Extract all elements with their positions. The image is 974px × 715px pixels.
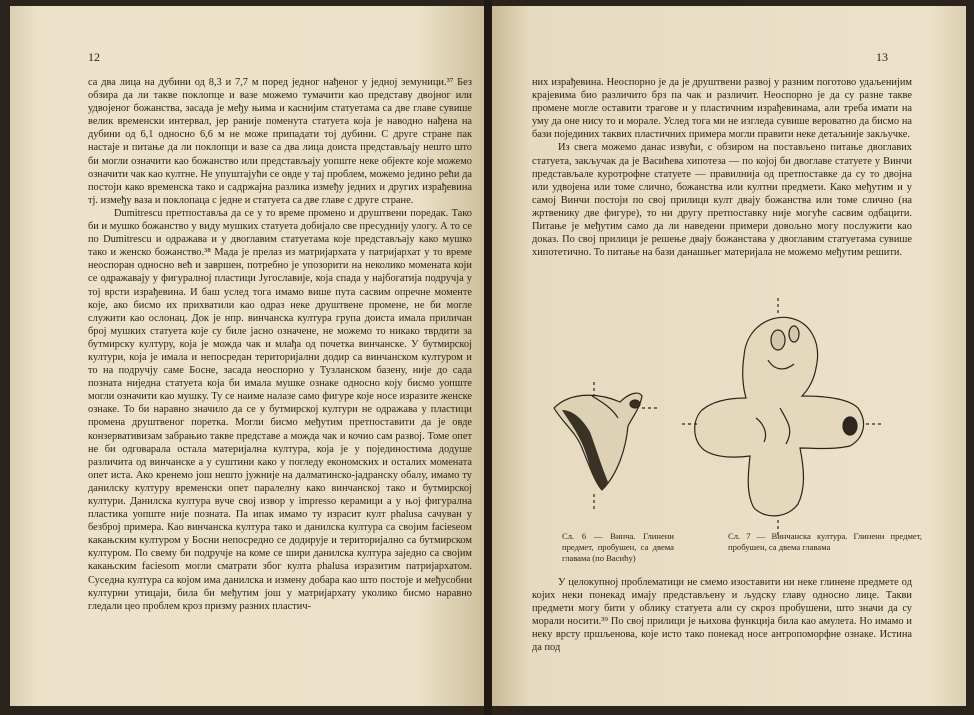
right-body-text-bottom	[532, 576, 912, 655]
figure-7-drawing	[682, 298, 884, 538]
figure-7-caption: Сл. 7 — Винчанска култура. Глинени предмет, пробушен, са двема главама	[728, 531, 922, 552]
page-number: 13	[876, 50, 888, 64]
left-body-text	[88, 76, 472, 613]
paragraph: са два лица на дубини од 8,3 и 7,7 м поред једног нађеног у једној земуници.³⁷ Без обзира да ли такве поклопце и вазе можемо тумачити као представу двојног или удвојеног божанства, засада је међу њима и каснијим статуетама са две главе сувише велик временски интервал, јер раније поменута статуета која је наводно нађена на дубини од 6,1 односно 6,6 м не може припадати тој дубини. С друге стране пак настаје и питање да ли поклопци и вазе са два лица доиста представљају нешто што би могли означити као божанство или представљају уопште неке објекте које можемо означити чак као култне. Не упуштајући се овде у тај проблем, можемо једино рећи да постоји како временска тако и садржајна разлика између једних и других израђевина тј. између ваза и поклопаца с једне и статуета са две главе с друге стране.	[88, 77, 472, 206]
paragraph: них израђевина. Неоспорно је да је друштвени развој у разним поготово удаљенијим крајевима био различито брз па чак и различит. Неоспорно је да су разне такве промене могле оставити трагове и у пластичним израђевинама, али треба имати на уму да оне нису то и морале. Услед тога ми не изгледа сувише вероватно да бисмо на бази појединих таквих пластичних примера могли правити неке детаљније закључке.	[532, 77, 912, 141]
figures-area	[532, 298, 922, 563]
paragraph: У целокупној проблематици не смемо изоставити ни неке глинене предмете од којих неки понекад имају представљену и људску главу односно лице. Такви предмети могу бити у облику статуета али су скроз пробушени, што значи да су морали носити.³⁹ По свој прилици је њихова функција била као амулета. Но имамо и неку врсту пршљенова, које исто тако понекад носе антропоморфне ознаке. Истина да под	[532, 577, 912, 654]
figure-6-caption: Сл. 6 — Винча. Глинени предмет, пробушен, са двема главама (по Васићу)	[562, 531, 674, 563]
right-body-text-top	[532, 76, 912, 259]
right-page	[492, 6, 966, 706]
book-gutter	[484, 0, 492, 715]
figure-6-drawing	[554, 382, 658, 512]
figure-illustrations	[532, 298, 922, 563]
paragraph: Из свега можемо данас извући, с обзиром на постављено питање двоглавих статуета, закључак да је Васићева хипотеза — по којој би двоглаве статуете у Винчи представљале куротрофне статуете — правилнија од претпоставке да су то двојна или удвојена или томе слично, божанства или култни предмети. Како међутим и у самој Винчи постоји по свој прилици култ двају божанства или томе слично (на жртвенику две фигуре), то ни другу претпоставку није могуће сасвим одбацити. Питање је међутим само да ли наведени примери довољно могу послужити као доказ. По свој прилици је решење двају божанстава у двоглавим статуетама сувише хипотетично. То питање на бази данашњег материјала не можемо међутим решити.	[532, 142, 912, 259]
page-number: 12	[88, 50, 100, 64]
left-page	[10, 6, 484, 706]
paragraph: Dumitrescu претпоставља да се у то време промено и друштвени поредак. Тако би и мушко божанство у виду мушких статуета добијало све пресуднију улогу. А то се по Dumitrescu и одражава и у двоглавим статуетама које представљају како мушко тако и женско божанство.³⁸ Мада је прелаз из матријархата у патријархат у то време неоспоран односно већ и завршен, потребно је упозорити на неколико момената који се одражавају у фигуралној пластици Југославије, која спада у најбогатија подручја у тој врсти израђевина. И баш услед тога имамо више пута сасвим опречне моменте које, ако бисмо их прихватили као одраз неке друштвене промене, не би могле служити као ослонац. Док је нпр. винчанска култура група доиста имала приличан број мушких статуета које су биле јасно означене, не можемо то никако тврдити за бутмирску културу, која је можда чак и млађа од почетка винчанске. У бутмирској култури, која је имала и непосредан територијални додир са винчанском културом и то на подручју саме Босне, засада неоспорно у Тузланском базену, није до сада позната ниједна статуета која би имала мушке ознаке односно коју бисмо уопште могли означити као мушку. Ту се наиме налазе само фигуре које носе изразите женске ознаке. То би наравно значило да се у бутмирској култури не одражава у пластици промена друштвеног поретка. Могли бисмо међутим претпоставити да је овде конзервативизам забрањио такве представе а можда чак и кочио сам развој. Томе опет не би одговарала остала материјална култура, која је у појединостима додуше различита од винчанске а у суштини како у погледу економских и осталих момената опет иста. Ако кренемо још нешто јужније на далматинско-јадранску обалу, имамо ту данилску културу временски опет паралелну како винчанској тако и бутмирској култури. Данилска култура вуче свој извор у impresso керамици а у њој фигурална пластика уопште није позната. Па ипак имамо ту израсит култ phalusa сачуван у безброј примера. Као винчанска култура тако и данилска култура са својим facieseом какањским културом у Босни непосредно се додирује и територијално са бутмирском културом. По свему би подручје на коме се шири данилска култура заједно са својим какањским faciesom могли сматрати због култа phalusa изразитим патријархатом. Суседна култура са којом има данилска и измену добара као што постоје и међусобни културни утицаји, била би међутим још у матријархату уколико бисмо наравно гледали цео проблем кроз призму разних пластич-	[88, 207, 472, 612]
